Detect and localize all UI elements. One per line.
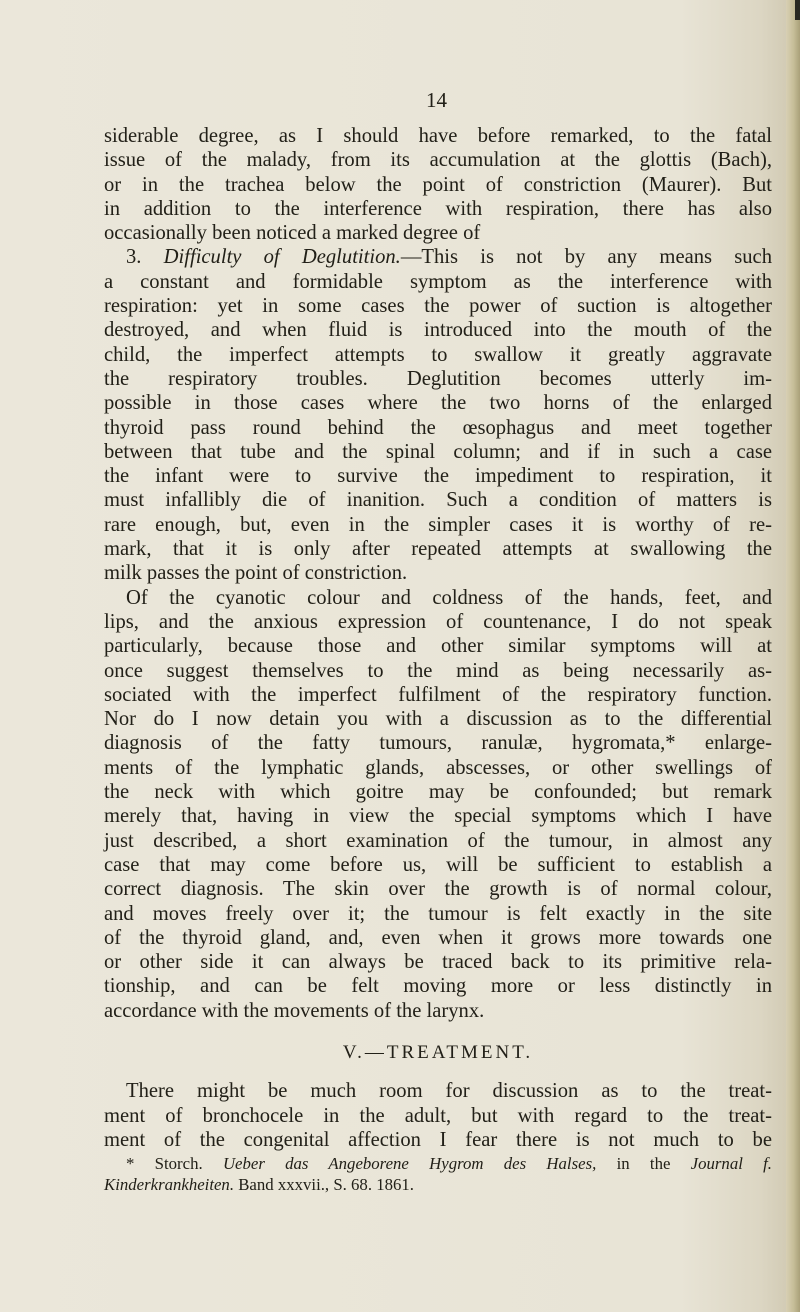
footnote-line [104,1174,772,1195]
text-line: accordance with the movements of the larynx. [104,999,485,1022]
text-line: occasionally been noticed a marked degree of [104,222,481,245]
section-number: 3. [126,246,164,269]
text-line: thyroid pass round behind the œsophagus and meet together [104,416,772,439]
paragraph-1 [104,124,772,245]
text-line: ment of the congenital affection I fear there is not much to be [104,1128,772,1151]
footnote-journal: Kinderkrankheiten. [104,1175,235,1195]
text-line: milk passes the point of constriction. [104,562,408,585]
text-line: Of the cyanotic colour and coldness of the hands, feet, and [126,586,772,609]
text-line: particularly, because those and other similar symptoms will at [104,635,772,658]
text-line: ments of the lymphatic glands, abscesses, or other swellings of [104,756,772,779]
text-line: in addition to the interference with respiration, there has also [104,197,772,220]
text-line: sociated with the imperfect fulfilment of the respiratory function. [104,683,772,706]
text-line [104,245,772,269]
footnote-line [104,1153,772,1174]
text-line: diagnosis of the fatty tumours, ranulæ, hygromata,* enlarge- [104,732,772,755]
text-line: case that may come before us, will be sufficient to establish a [104,853,772,876]
text-line: the infant were to survive the impediment to respiration, it [104,465,772,488]
footnote-journal: Journal f. [690,1154,773,1174]
footnote [104,1153,772,1195]
section-heading: V.—TREATMENT. [342,1041,534,1063]
footnote-text: * Storch. [126,1154,223,1174]
text-line: child, the imperfect attempts to swallow it greatly aggravate [104,343,772,366]
paragraph-2 [104,245,772,585]
footnote-text: Band xxxvii., S. 68. 1861. [234,1175,414,1195]
page-corner-shadow [795,0,800,20]
text-span: —This is not by any means such [400,246,772,269]
text-line: issue of the malady, from its accumulation at the glottis (Bach), [104,149,772,172]
text-line: the respiratory troubles. Deglutition becomes utterly im- [104,367,772,390]
section-title: Difficulty of Deglutition. [163,246,401,269]
text-line: siderable degree, as I should have before remarked, to the fatal [104,125,772,147]
text-line: or in the trachea below the point of constriction (Maurer). But [104,173,772,196]
text-line: merely that, having in view the special symptoms which I have [104,805,772,828]
paragraph-4 [104,1079,772,1152]
text-line: Nor do I now detain you with a discussion as to the differential [104,708,772,731]
paragraph-3 [104,586,772,1023]
text-line: once suggest themselves to the mind as being necessarily as- [104,659,772,682]
footnote-text: in the [596,1154,691,1174]
page-number: 14 [426,88,447,112]
text-line: There might be much room for discussion as to the treat- [126,1080,772,1103]
text-line: and moves freely over it; the tumour is felt exactly in the site [104,902,772,925]
text-line: between that tube and the spinal column; and if in such a case [104,440,772,463]
text-line: mark, that it is only after repeated attempts at swallowing the [104,538,772,561]
text-line: rare enough, but, even in the simpler cases it is worthy of re- [104,513,772,536]
text-line: a constant and formidable symptom as the interference with [104,270,772,293]
text-line: or other side it can always be traced back to its primitive rela- [104,951,772,974]
page-edge [786,0,800,1312]
text-line: lips, and the anxious expression of countenance, I do not speak [104,610,772,633]
text-line: tionship, and can be felt moving more or less distinctly in [104,975,772,998]
text-line: respiration: yet in some cases the power of suction is altogether [104,295,772,318]
text-line: just described, a short examination of the tumour, in almost any [104,829,772,852]
footnote-title: Ueber das Angeborene Hygrom des Halses, [222,1154,597,1174]
text-line: correct diagnosis. The skin over the growth is of normal colour, [104,878,772,901]
text-line: possible in those cases where the two horns of the enlarged [104,392,772,415]
text-line: must infallibly die of inanition. Such a condition of matters is [104,489,772,512]
body-text [104,124,772,1195]
text-line: destroyed, and when fluid is introduced into the mouth of the [104,319,772,342]
text-line: of the thyroid gland, and, even when it grows more towards one [104,926,772,949]
text-line: the neck with which goitre may be confounded; but remark [104,781,772,804]
text-line: ment of bronchocele in the adult, but with regard to the treat- [104,1104,772,1127]
